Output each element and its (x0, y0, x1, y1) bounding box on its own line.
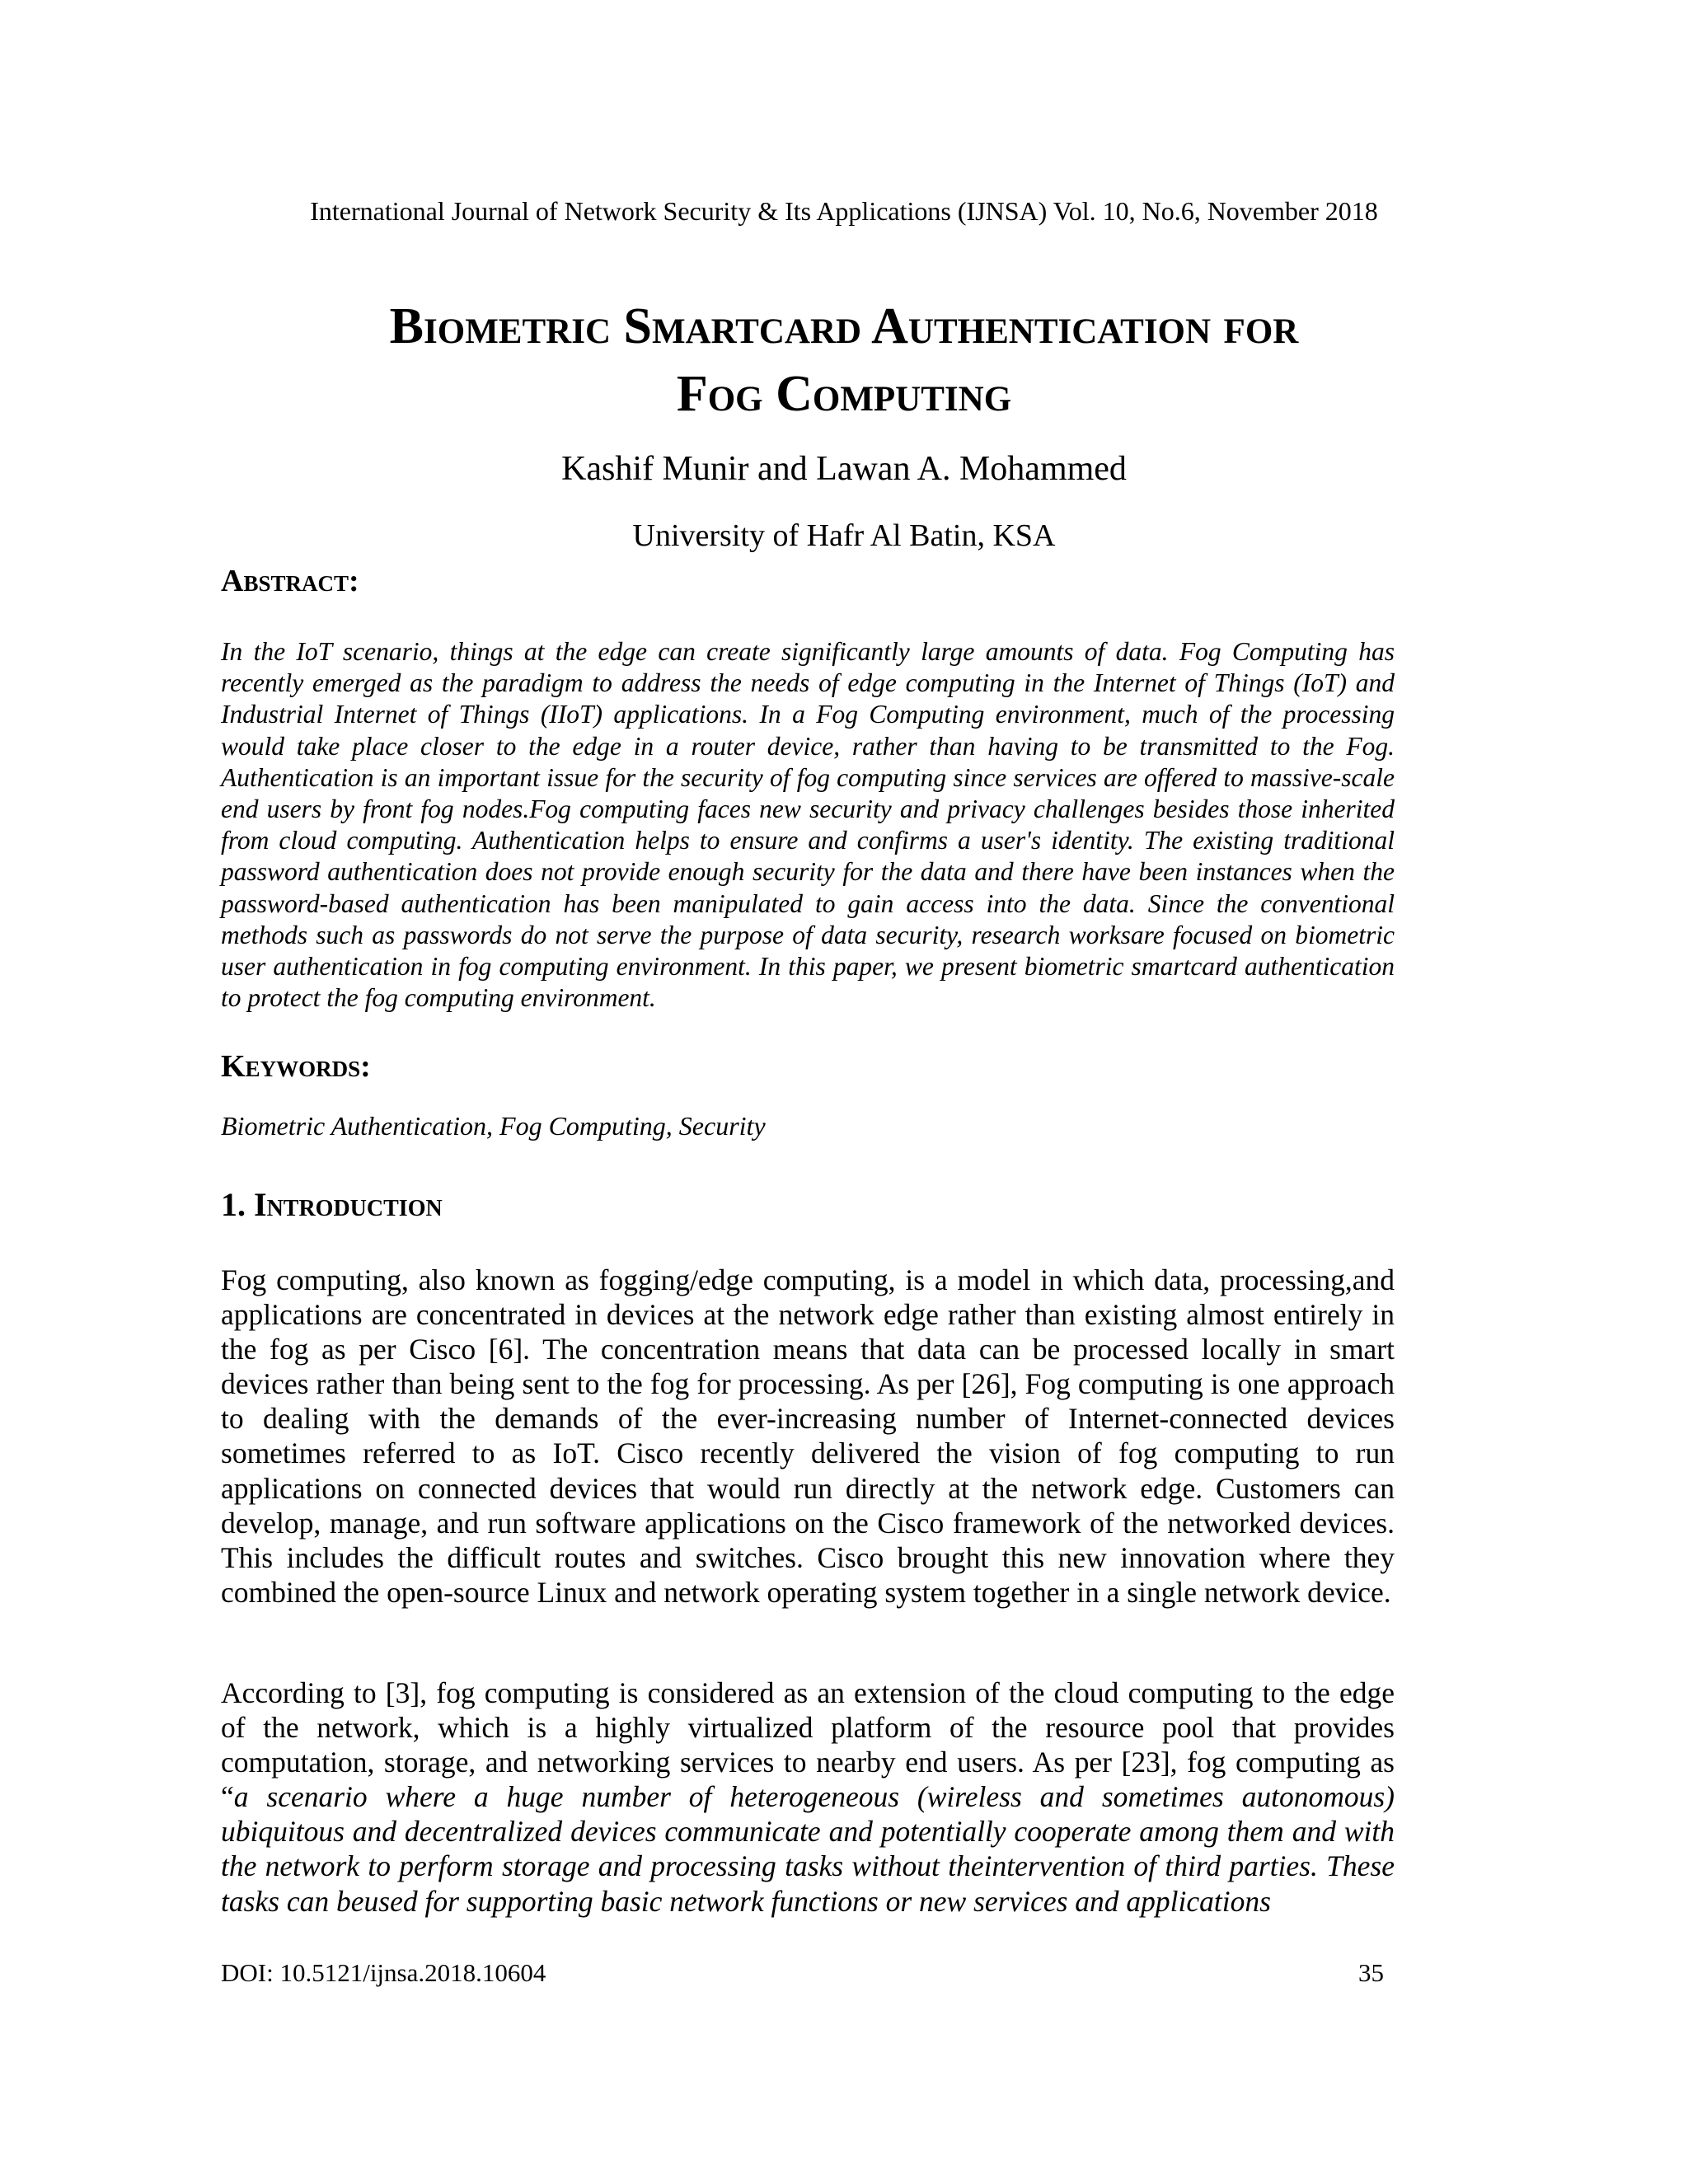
authors: Kashif Munir and Lawan A. Mohammed (561, 450, 1127, 488)
keywords-text: Biometric Authentication, Fog Computing, Security (221, 1111, 766, 1141)
introduction-heading: 1. Introduction (221, 1186, 443, 1223)
abstract-heading: Abstract: (221, 564, 359, 598)
paper-title (0, 293, 1688, 428)
title-line-2: Fog Computing (676, 366, 1012, 422)
title-line-1: Biometric Smartcard Authentication for (389, 298, 1299, 354)
intro-paragraph-2-lead: According to [3], fog computing is considered as an extension of the cloud computing to the edge of the network, which is a highly virtualized platform of the resource pool that provides computation, storage, and networking services to nearby end users. As per [23], fog computing as “ (221, 1676, 1395, 1814)
footer-doi: DOI: 10.5121/ijnsa.2018.10604 (221, 1958, 546, 1987)
intro-paragraph-2 (221, 1675, 1395, 1919)
intro-paragraph-2-quote: a scenario where a huge number of heterogeneous (wireless and sometimes autonomous) ubiquitous and decentralized devices communicate and potentially cooperate among them and with the network to perform storage and processing tasks without theintervention of third parties. These tasks can beused for supporting basic network functions or new services and applications (221, 1780, 1395, 1918)
intro-paragraph-1: Fog computing, also known as fogging/edge computing, is a model in which data, processing,and applications are concentrated in devices at the network edge rather than existing almost entirely in the fog as per Cisco [6]. The concentration means that data can be processed locally in smart devices rather than being sent to the fog for processing. As per [26], Fog computing is one approach to dealing with the demands of the ever-increasing number of Internet-connected devices sometimes referred to as IoT. Cisco recently delivered the vision of fog computing to run applications on connected devices that would run directly at the network edge. Customers can develop, manage, and run software applications on the Cisco framework of the networked devices. This includes the difficult routes and switches. Cisco brought this new innovation where they combined the open-source Linux and network operating system together in a single network device. (221, 1263, 1395, 1609)
running-head: International Journal of Network Security & Its Applications (IJNSA) Vol. 10, No.6, November 2018 (310, 196, 1378, 226)
keywords-heading: Keywords: (221, 1049, 371, 1084)
page-number: 35 (1358, 1958, 1384, 1987)
affiliation: University of Hafr Al Batin, KSA (632, 518, 1056, 553)
abstract-text: In the IoT scenario, things at the edge can create significantly large amounts of data. Fog Computing has recently emerged as the paradigm to address the needs of edge computing in the Internet of Things (IoT) and Industrial Internet of Things (IIoT) applications. In a Fog Computing environment, much of the processing would take place closer to the edge in a router device, rather than having to be transmitted to the Fog. Authentication is an important issue for the security of fog computing since services are offered to massive-scale end users by front fog nodes.Fog computing faces new security and privacy challenges besides those inherited from cloud computing. Authentication helps to ensure and confirms a user's identity. The existing traditional password authentication does not provide enough security for the data and there have been instances when the password-based authentication has been manipulated to gain access into the data. Since the conventional methods such as passwords do not serve the purpose of data security, research worksare focused on biometric user authentication in fog computing environment. In this paper, we present biometric smartcard authentication to protect the fog computing environment. (221, 637, 1395, 1013)
